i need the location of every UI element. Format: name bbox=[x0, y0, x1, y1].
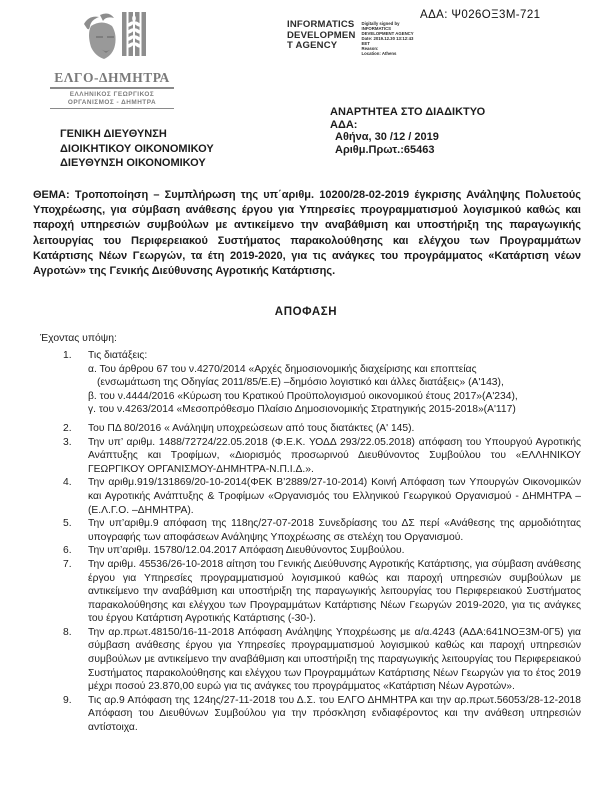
signature-agency-line: DEVELOPMEN bbox=[287, 29, 356, 41]
item-number: 7. bbox=[63, 558, 72, 570]
item-text: Του ΠΔ 80/2016 « Ανάληψη υποχρεώσεων από τους διατάκτες (Α' 145). bbox=[88, 422, 415, 434]
signature-detail-line: Location: Athens bbox=[361, 51, 397, 56]
demeter-wheat-emblem bbox=[74, 12, 150, 68]
item-text: Την αριθμ.919/131869/20-10-2014(ΦΕΚ Β’2889/27-10-2014) Κοινή Απόφαση των Υπουργών Οικονομικών και Αγροτικής Ανάπτυξης & Τροφίμων «Οργανισμός του Ελληνικού Γεωργικού Οργανισμού - ΔΗΜΗΤΡΑ – (Ε.Λ.Γ.Ο. –ΔΗΜΗΤΡΑ). bbox=[88, 477, 581, 516]
item-number: 4. bbox=[63, 477, 72, 489]
logo-subtitle bbox=[50, 89, 174, 109]
item-number: 2. bbox=[63, 422, 72, 434]
item-number: 1. bbox=[63, 350, 72, 361]
logo-subtitle-line1: ΕΛΛΗΝΙΚΟΣ ΓΕΩΡΓΙΚΟΣ bbox=[69, 91, 155, 98]
signature-detail-line: Digitally signed by bbox=[361, 21, 400, 26]
logo-title: ΕΛΓΟ-ΔΗΜΗΤΡΑ bbox=[50, 70, 174, 89]
item-body bbox=[88, 349, 581, 417]
department-line: ΔΙΕΥΘΥΝΣΗ ΟΙΚΟΝΟΜΙΚΟΥ bbox=[60, 157, 206, 170]
item-number: 9. bbox=[63, 694, 72, 706]
ada-code: ΑΔΑ: Ψ026ΟΞ3Μ-721 bbox=[420, 9, 541, 21]
intro-line: Έχοντας υπόψη: bbox=[40, 333, 117, 344]
item-text: Τις αρ.9 Απόφαση της 124ης/27-11-2018 του Δ.Σ. του ΕΛΓΟ ΔΗΜΗΤΡΑ και την αρ.πρωτ.56053/28-12-2018 Απόφαση του Διευθύνων Συμβούλου για την πρόσκληση ενδιαφέροντος και την ανάθεση υπηρεσιών αντίστοιχα. bbox=[88, 694, 581, 734]
item-text: Την υπ’ αριθμ. 1488/72724/22.05.2018 (Φ.Ε.Κ. ΥΟΔΔ 293/22.05.2018) απόφαση του Υπουργού Αγροτικής Ανάπτυξης και Τροφίμων, «Διορισμός προσωρινού Διευθύνοντος Συμβούλου του «ΕΛΛΗΝΙΚΟΥ ΓΕΩΡΓΙΚΟΥ ΟΡΓΑΝΙΣΜΟΥ-ΔΗΜΗΤΡΑ-Ν.Π.Ι.Δ.». bbox=[88, 436, 581, 475]
signature-detail-line: Reason: bbox=[361, 46, 379, 51]
item-subline: α. Του άρθρου 67 του ν.4270/2014 «Αρχές δημοσιονομικής διαχείρισης και εποπτείας bbox=[88, 363, 477, 375]
signature-details bbox=[362, 20, 414, 56]
department-block bbox=[60, 127, 214, 171]
signature-detail-line: INFORMATICS bbox=[361, 26, 392, 31]
list-item bbox=[63, 694, 581, 735]
item-text: Την αριθμ. 45536/26-10-2018 αίτηση του Γενικής Διεύθυνσης Αγροτικής Κατάρτισης, για σύμβαση ανάθεσης έργου για Υπηρεσίες προγραμματισμού λογισμικού καθώς και παροχή υπηρεσιών συμβούλων με αντικείμενο την αναβάθμιση και υποστήριξη της παραγωγικής λειτουργίας του Περιφερειακού Συστήματος παρακολούθησης και ελέγχου των Προγραμμάτων Κατάρτισης Νέων Γεωργών 2019-2020, για τις ανάγκες του έργου Κατάρτιση Αγροτικής Κατάρτισης (-30-). bbox=[88, 558, 581, 625]
considerations-list bbox=[63, 349, 581, 735]
signature-detail-line: Date: 2019.12.30 13:12:43 bbox=[361, 36, 414, 41]
department-line: ΔΙΟΙΚΗΤΙΚΟΥ ΟΙΚΟΝΟΜΙΚΟΥ bbox=[60, 142, 214, 155]
digital-signature-block bbox=[287, 20, 414, 56]
item-subline: γ. του ν.4263/2014 «Μεσοπρόθεσμο Πλαίσιο Δημοσιονομικής Στρατηγικής 2015-2018»(Α'117) bbox=[88, 404, 516, 416]
protocol-number: Αριθμ.Πρωτ.:65463 bbox=[335, 143, 435, 156]
signature-agency-line: INFORMATICS bbox=[287, 19, 355, 30]
list-item bbox=[63, 544, 581, 558]
list-item bbox=[63, 476, 581, 517]
elgo-dimitra-logo bbox=[50, 12, 174, 109]
publication-notice: ΑΝΑΡΤΗΤΕΑ ΣΤΟ ΔΙΑΔΙΚΤΥΟ bbox=[330, 106, 486, 118]
item-text: Τις διατάξεις: bbox=[88, 350, 148, 361]
signature-agency-line: T AGENCY bbox=[287, 40, 338, 51]
signature-detail-line: DEVELOPMENT AGENCY bbox=[361, 31, 414, 36]
ada-label: ΑΔΑ: bbox=[330, 118, 358, 131]
item-number: 5. bbox=[63, 518, 72, 530]
department-line: ΓΕΝΙΚΗ ΔΙΕΥΘΥΝΣΗ bbox=[60, 128, 167, 140]
item-number: 8. bbox=[63, 626, 72, 638]
item-text: Την αρ.πρωτ.48150/16-11-2018 Απόφαση Ανάληψης Υποχρέωσης με α/α.4243 (ΑΔΑ:641ΝΟΞ3Μ-0Γ5) για σύμβαση ανάθεσης έργου για Υπηρεσίες προγραμματισμού λογισμικού καθώς και παροχή υπηρεσιών συμβούλων με αντικείμενο την αναβάθμιση και υποστήριξη της παραγωγικής λειτουργίας του Περιφερειακού Συστήματος παρακολούθησης και ελέγχου των Προγραμμάτων Κατάρτισης Νέων Γεωργών για το έτος 2019 μέχρι ποσού 23.870,00 ευρώ για τις ανάγκες του προγράμματος «Κατάρτιση Νέων Αγροτών». bbox=[88, 626, 581, 693]
item-subline: β. του ν.4444/2016 «Κύρωση του Κρατικού Προϋπολογισμού οικονομικού έτους 2017»(Α'234), bbox=[88, 390, 518, 402]
list-item bbox=[63, 436, 581, 477]
list-item bbox=[63, 422, 581, 436]
logo-subtitle-line2: ΟΡΓΑΝΙΣΜΟΣ - ΔΗΜΗΤΡΑ bbox=[67, 98, 157, 106]
decision-heading: ΑΠΟΦΑΣΗ bbox=[274, 306, 338, 318]
list-item bbox=[63, 626, 581, 694]
list-item bbox=[63, 558, 581, 626]
subject-paragraph: ΘΕΜΑ: Τροποποίηση – Συμπλήρωση της υπ΄αριθμ. 10200/28-02-2019 έγκρισης Ανάληψης Πολυετούς Υποχρέωσης, για σύμβαση ανάθεσης έργου για Υπηρεσίες προγραμματισμού λογισμικού καθώς και παροχή υπηρεσιών συμβούλων με αντικείμενο την αναβάθμιση και υποστήριξη της παραγωγικής λειτουργίας του Περιφερειακού Συστήματος παρακολούθησης και ελέγχου των Προγραμμάτων Κατάρτισης Νέων Γεωργών, τα έτη 2019-2020, για τις ανάγκες του προγράμματος «Κατάρτιση νέων Αγροτών» της Γενικής Διεύθυνσης Αγροτικής Κατάρτισης. bbox=[33, 189, 581, 278]
item-text: Την υπ’αριθμ.9 απόφαση της 118ης/27-07-2018 Συνεδρίασης του ΔΣ περί «Ανάθεσης της αρμοδιότητας υπογραφής των αποφάσεων Ανάληψης Υποχρέωσης σε στελέχη του Οργανισμού. bbox=[88, 518, 581, 543]
signature-agency-name bbox=[287, 20, 356, 56]
item-number: 6. bbox=[63, 545, 72, 557]
signature-detail-line: EET bbox=[361, 41, 370, 46]
item-text: Την υπ’αριθμ. 15780/12.04.2017 Απόφαση Διευθύνοντος Συμβούλου. bbox=[88, 545, 405, 557]
item-subline: (ενσωμάτωση της Οδηγίας 2011/85/Ε.Ε) –δημόσιο λογιστικό και άλλες διατάξεις» (Α'143), bbox=[97, 377, 504, 389]
publication-block bbox=[330, 106, 485, 156]
date-line: Αθήνα, 30 /12 / 2019 bbox=[335, 131, 439, 144]
item-number: 3. bbox=[63, 436, 72, 448]
list-item bbox=[63, 517, 581, 544]
list-item bbox=[63, 349, 581, 417]
